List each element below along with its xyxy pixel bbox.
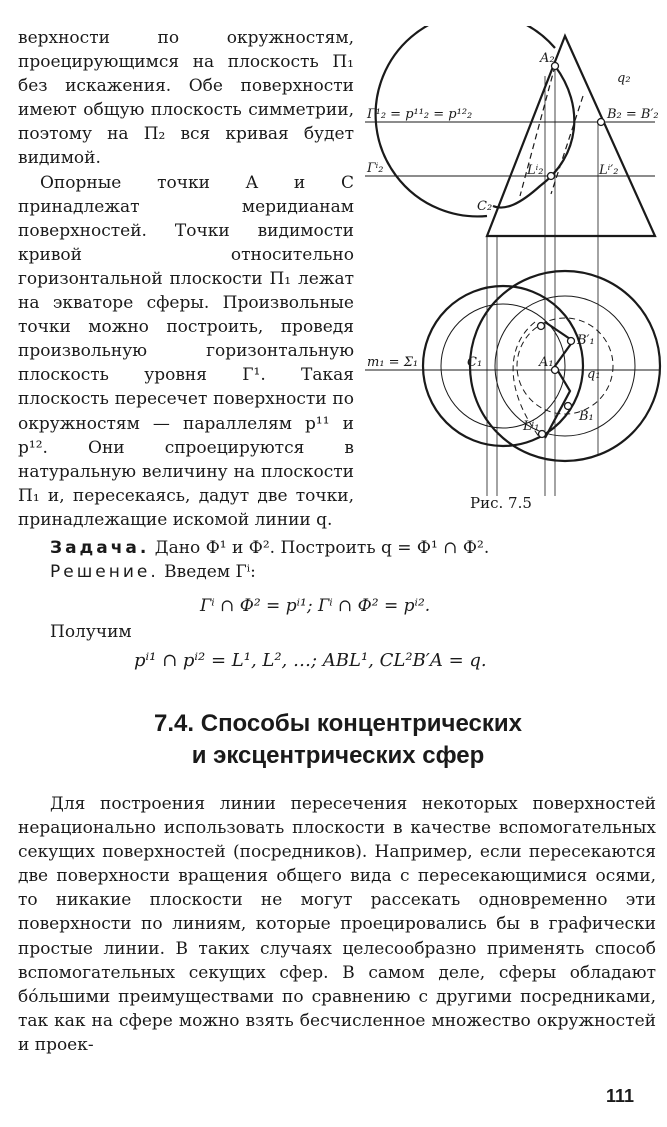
- section-body: [18, 792, 656, 1057]
- page-number: 111: [606, 1086, 635, 1106]
- label-g2-i: Гⁱ₂: [367, 161, 384, 176]
- heading-line-1: 7.4. Способы концентрических: [154, 710, 522, 737]
- label-b2: B₂ = B′₂: [607, 107, 659, 122]
- label-c1: C₁: [467, 355, 483, 370]
- sphere-top-outline: [423, 286, 583, 446]
- body-paragraph: Для построения линии пересечения некоторых поверхностей нерационально использовать плоскости в качестве вспомогательных секущих поверхностей (посредников). Например, если пересекаются две поверхности вращения общего вида с пересекающимися осями, то никакие плоскости не могут рассекать одновременно эти поверхности по линиям, которые проецировались бы в графически простые линии. В таких случаях целесообразно применять способ вспомогательных секущих сфер. В самом деле, сферы обладают бóльшими преимуществами по сравнению с другими посредниками, так как на сфере можно взять бесчисленное множество окружностей и проек-: [18, 794, 656, 1055]
- label-q1: q₁: [587, 367, 601, 382]
- paragraph-1: верхности по окружностям, проецирующимся на плоскость П₁ без искажения. Обе поверхности имеют общую плоскость симметрии, поэтому на П₂ вся кривая будет видимой.: [18, 28, 354, 169]
- label-a2: A₂: [540, 51, 555, 66]
- heading-line-2: и эксцентрических сфер: [191, 742, 485, 769]
- solution-text: Введем Гⁱ:: [164, 562, 256, 582]
- label-b1-prime: B′₁: [577, 333, 595, 348]
- label-l2i-prime: Lⁱ′₂: [599, 163, 619, 178]
- label-l2i: Lⁱ₂: [527, 163, 544, 178]
- solution-label: Решение.: [50, 562, 159, 582]
- formula-2: pⁱ¹ ∩ pⁱ² = L¹, L², …; ABL¹, CL²B′A = q.: [134, 650, 487, 671]
- label-g2-1: Г¹₂ = p¹¹₂ = p¹²₂: [367, 107, 473, 122]
- label-m1: m₁ = Σ₁: [367, 355, 419, 370]
- section-heading: [18, 708, 658, 772]
- label-q2: q₂: [617, 71, 631, 86]
- solution-line: [50, 562, 256, 582]
- curve-dashed-front-2: [551, 96, 583, 194]
- label-c2: C₂: [477, 199, 493, 214]
- label-l1i: Lⁱ₁: [523, 419, 540, 434]
- task-label: Задача.: [50, 538, 150, 558]
- geometry-diagram: [355, 26, 665, 526]
- label-a1: A₁: [539, 355, 554, 370]
- figure-7-5: [355, 26, 665, 526]
- task-line: [50, 538, 489, 558]
- left-column-text: [18, 26, 354, 532]
- task-text: Дано Ф¹ и Ф². Построить q = Ф¹ ∩ Ф².: [154, 538, 490, 558]
- label-b1: B₁: [579, 409, 594, 424]
- figure-caption: Рис. 7.5: [470, 494, 532, 512]
- received-label: Получим: [50, 622, 132, 642]
- paragraph-2: Опорные точки A и C принадлежат меридианам поверхностей. Точки видимости кривой относительно горизонтальной плоскости П₁ лежат на экваторе сферы. Произвольные точки можно построить, проведя произвольную горизонтальную плоскость уровня Г¹. Такая плоскость пересечет поверхности по окружностям — параллелям p¹¹ и p¹². Они спроецируются в натуральную величину на плоскости П₁ и, пересекаясь, дадут две точки, принадлежащие искомой линии q.: [18, 172, 354, 530]
- formula-1: Гⁱ ∩ Ф² = pⁱ¹; Гⁱ ∩ Ф² = pⁱ².: [200, 596, 431, 616]
